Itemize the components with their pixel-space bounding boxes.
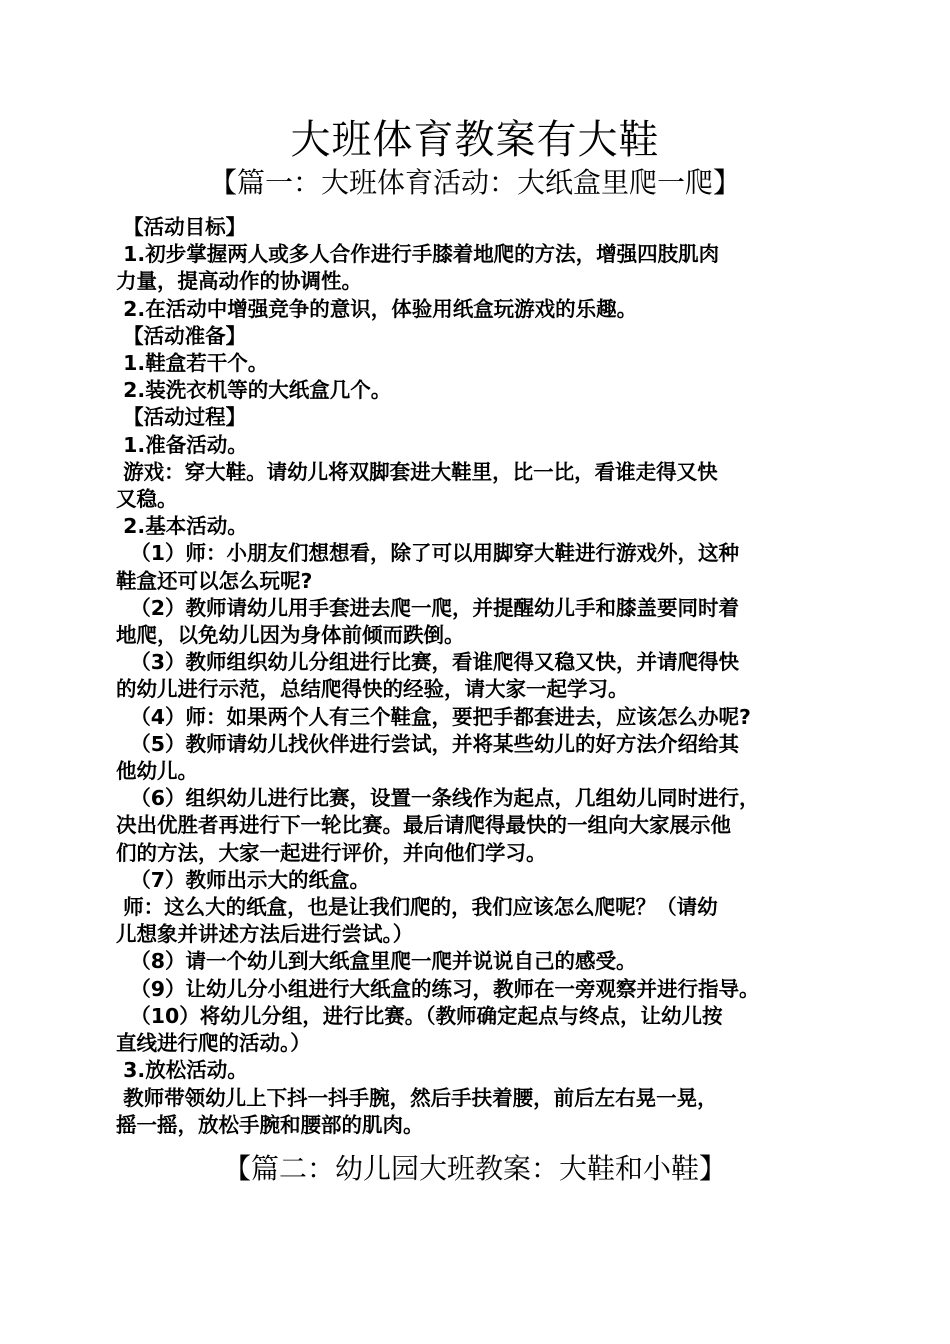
text-line: （10）将幼儿分组，进行比赛。（教师确定起点与终点，让幼儿按 [116, 1003, 723, 1028]
text-line: 游戏：穿大鞋。请幼儿将双脚套进大鞋里，比一比，看谁走得又快 [116, 459, 718, 484]
text-line: 力量，提高动作的协调性。 [116, 269, 362, 294]
text-line: 又稳。 [116, 487, 178, 512]
text-line: 【活动过程】 [116, 405, 247, 430]
text-line: 1.初步掌握两人或多人合作进行手膝着地爬的方法，增强四肢肌肉 [116, 242, 720, 267]
text-line: 1.鞋盒若干个。 [116, 351, 269, 376]
text-line: 教师带领幼儿上下抖一抖手腕，然后手扶着腰，前后左右晃一晃， [116, 1085, 718, 1110]
text-line: （6）组织幼儿进行比赛，设置一条线作为起点，几组幼儿同时进行， [116, 786, 760, 811]
text-line: 地爬，以免幼儿因为身体前倾而跌倒。 [116, 623, 465, 648]
text-line: 他幼儿。 [116, 759, 198, 784]
text-line: （2）教师请幼儿用手套进去爬一爬，并提醒幼儿手和膝盖要同时着 [116, 595, 740, 620]
text-line: 【活动准备】 [116, 323, 247, 348]
text-line: 2.装洗衣机等的大纸盒几个。 [116, 378, 392, 403]
text-line: （4）师：如果两个人有三个鞋盒，要把手都套进去，应该怎么办呢? [116, 704, 751, 729]
text-line: 2.基本活动。 [116, 514, 248, 539]
section-heading-1: 【篇一：大班体育活动：大纸盒里爬一爬】 [208, 166, 741, 199]
text-line: （9）让幼儿分小组进行大纸盒的练习，教师在一旁观察并进行指导。 [116, 976, 760, 1001]
text-line: 师：这么大的纸盒，也是让我们爬的，我们应该怎么爬呢？（请幼 [116, 895, 718, 920]
text-line: 们的方法，大家一起进行评价，并向他们学习。 [116, 840, 547, 865]
document-title: 大班体育教案有大鞋 [290, 117, 660, 163]
text-line: 儿想象并讲述方法后进行尝试。） [116, 922, 414, 947]
section-heading-2: 【篇二：幼儿园大班教案：大鞋和小鞋】 [222, 1152, 727, 1185]
text-line: （3）教师组织幼儿分组进行比赛，看谁爬得又稳又快，并请爬得快 [116, 650, 740, 675]
text-line: （8）请一个幼儿到大纸盒里爬一爬并说说自己的感受。 [116, 949, 637, 974]
section-body [116, 214, 846, 1139]
text-line: （7）教师出示大的纸盒。 [116, 867, 371, 892]
text-line: 2.在活动中增强竞争的意识，体验用纸盒玩游戏的乐趣。 [116, 296, 638, 321]
text-line: 的幼儿进行示范，总结爬得快的经验，请大家一起学习。 [116, 677, 629, 702]
text-line: 摇一摇，放松手腕和腰部的肌肉。 [116, 1112, 424, 1137]
text-line: （5）教师请幼儿找伙伴进行尝试，并将某些幼儿的好方法介绍给其 [116, 731, 740, 756]
text-line: 1.准备活动。 [116, 432, 248, 457]
text-line: 决出优胜者再进行下一轮比赛。最后请爬得最快的一组向大家展示他 [116, 813, 731, 838]
text-line: 鞋盒还可以怎么玩呢? [116, 568, 313, 593]
text-line: 直线进行爬的活动。） [116, 1031, 311, 1056]
text-line: 3.放松活动。 [116, 1058, 248, 1083]
text-line: （1）师：小朋友们想想看，除了可以用脚穿大鞋进行游戏外，这种 [116, 541, 740, 566]
text-line: 【活动目标】 [116, 215, 247, 239]
